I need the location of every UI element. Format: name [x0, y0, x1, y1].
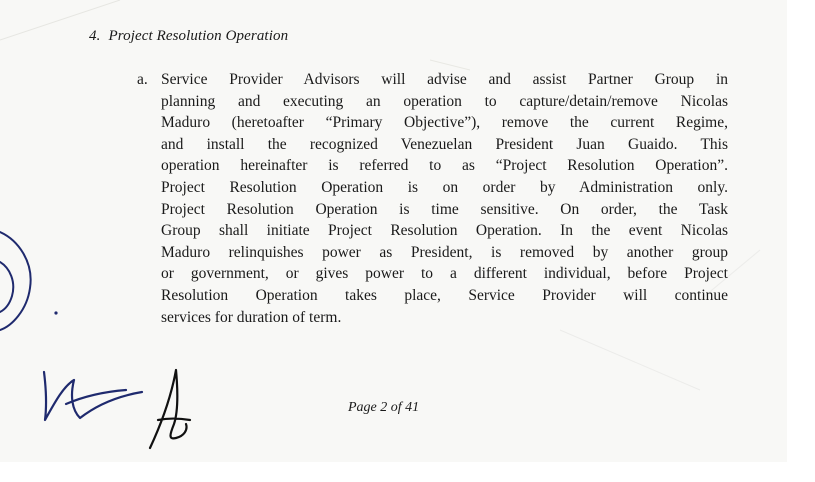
paragraph-line: and install the recognized Venezuelan President Juan Guaido. This — [161, 135, 728, 153]
paragraph-line: operation hereinafter is referred to as “Project Resolution Operation”. — [161, 157, 728, 175]
paragraph-line: Group shall initiate Project Resolution Operation. In the event Nicolas — [161, 222, 728, 240]
paragraph-line: Resolution Operation takes place, Service Provider will continue — [161, 286, 728, 304]
signature-black-initial — [150, 370, 190, 448]
paragraph-line: Maduro relinquishes power as President, is removed by another group — [161, 243, 728, 261]
signature-blue-left-inner — [0, 262, 13, 312]
section-heading — [89, 28, 288, 45]
page-number: Page 2 of 41 — [348, 400, 420, 415]
paragraph-line: planning and executing an operation to capture/detain/remove Nicolas — [161, 92, 728, 110]
paragraph — [161, 69, 728, 328]
paragraph-line: or government, or gives power to a different individual, before Project — [161, 265, 728, 283]
paragraph-line: Service Provider Advisors will advise and assist Partner Group in — [161, 71, 728, 88]
signature-blue-left — [0, 232, 31, 330]
paragraph-line: Maduro (heretoafter “Primary Objective”), remove the current Regime, — [161, 114, 728, 132]
section-title: Project Resolution Operation — [108, 28, 289, 44]
scan-margin-right — [787, 0, 815, 482]
paragraph-line: Project Resolution Operation is time sensitive. On order, the Task — [161, 200, 728, 218]
paragraph-line: Project Resolution Operation is on order by Administration only. — [161, 178, 728, 196]
scan-margin-bottom — [0, 462, 815, 482]
list-item-marker: a. — [137, 71, 148, 88]
section-number: 4. — [89, 28, 101, 44]
signature-dot — [54, 311, 57, 314]
paragraph-line: services for duration of term. — [161, 308, 342, 326]
signature-blue-initials — [44, 372, 142, 420]
